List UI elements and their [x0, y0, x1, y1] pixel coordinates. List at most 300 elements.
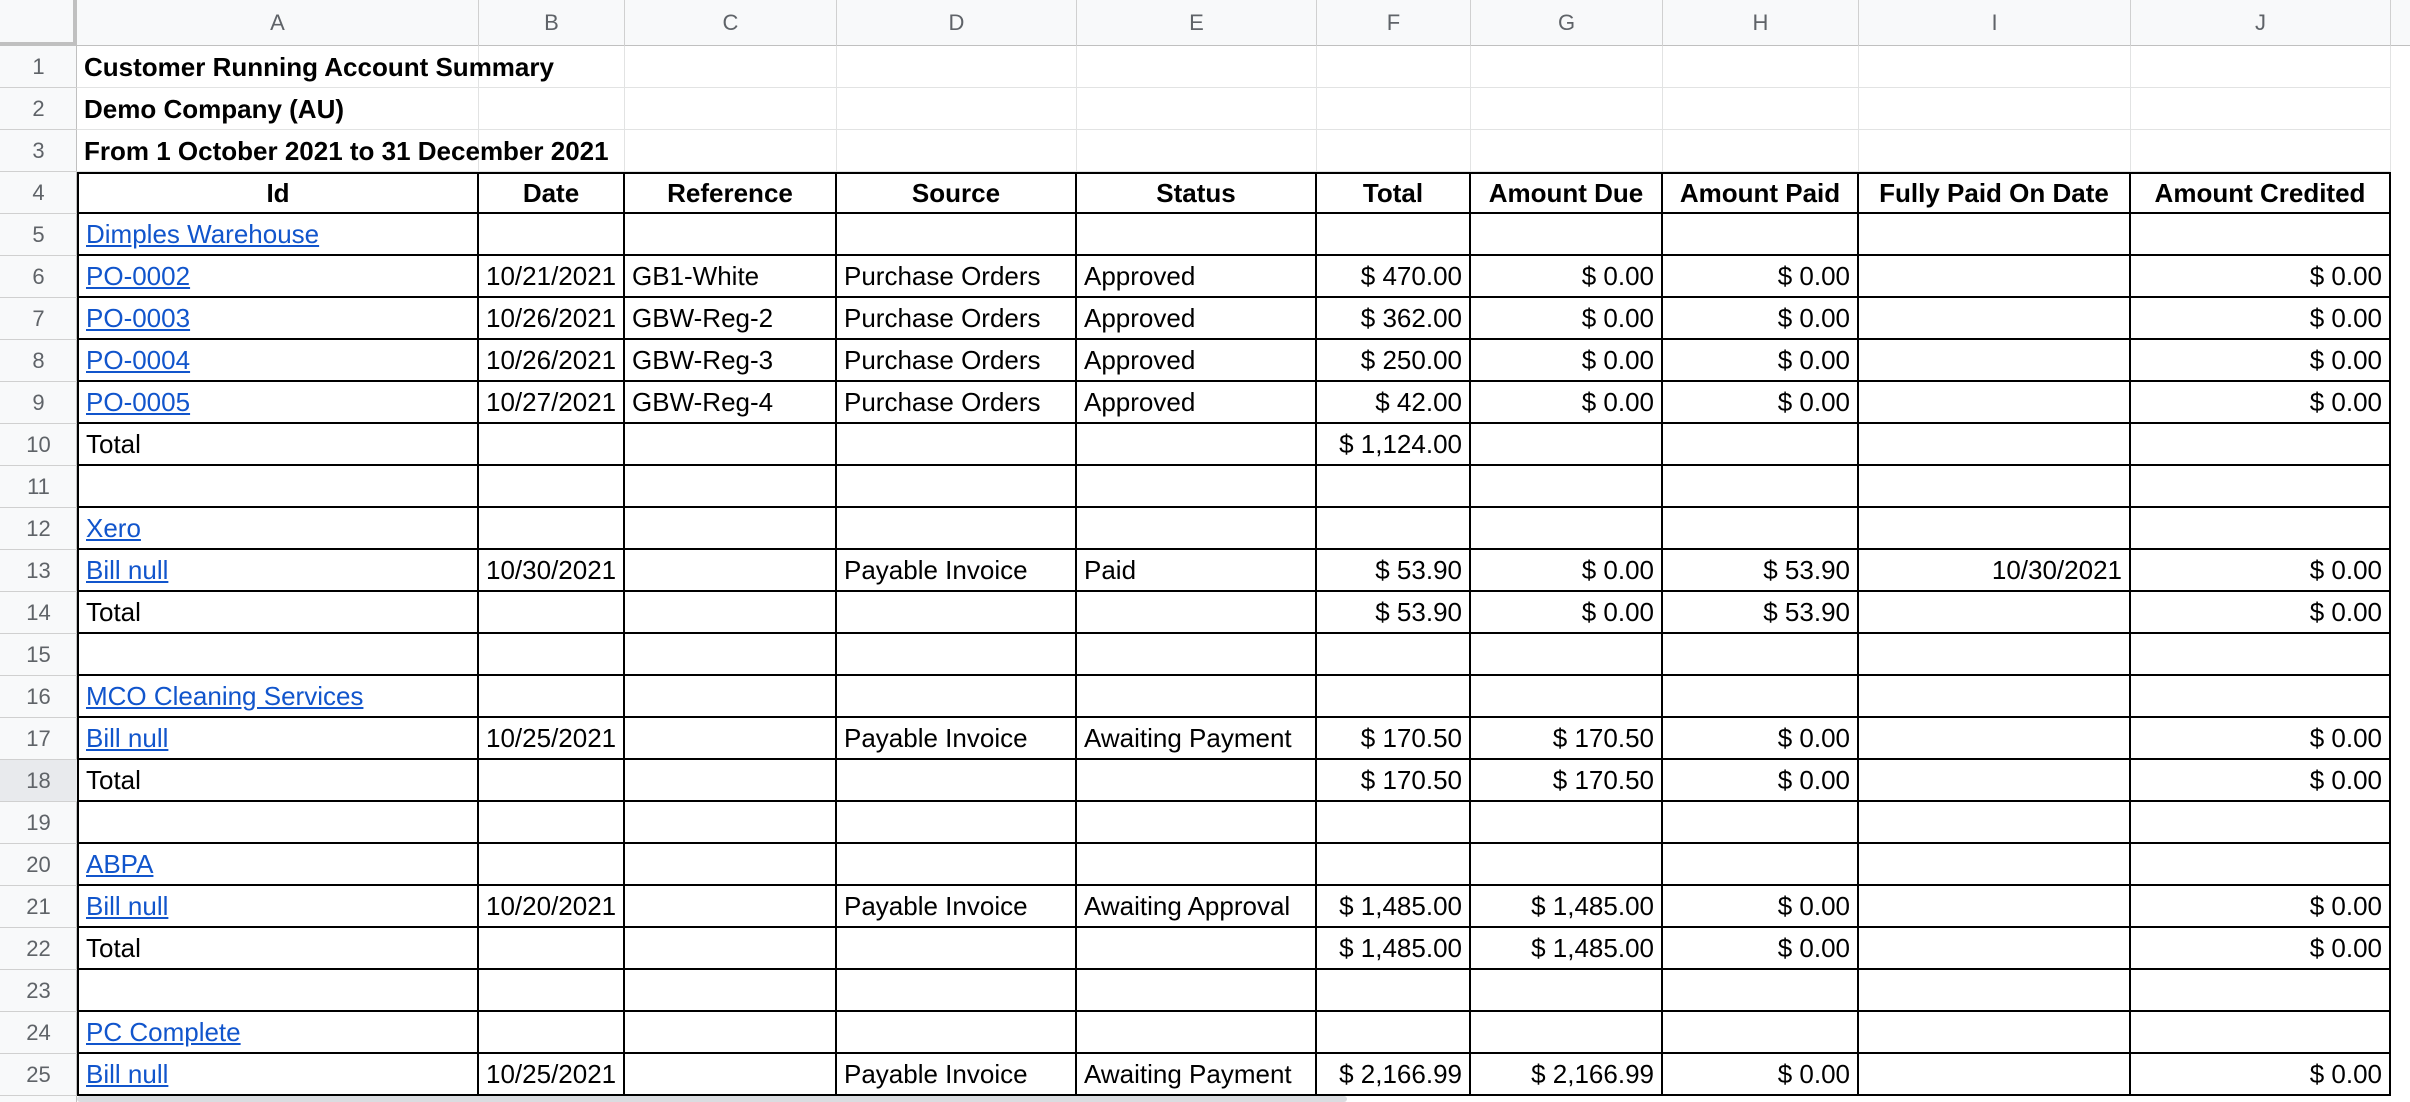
cell-c18[interactable]: [625, 760, 837, 802]
cell-g16[interactable]: [1471, 676, 1663, 718]
cell-e9[interactable]: [1077, 382, 1317, 424]
cell-e20[interactable]: [1077, 844, 1317, 886]
cell-c3[interactable]: [625, 130, 837, 172]
cell-h10[interactable]: [1663, 424, 1859, 466]
cell-b25[interactable]: [479, 1054, 625, 1096]
column-header-c[interactable]: C: [625, 0, 837, 46]
cell-d1[interactable]: [837, 46, 1077, 88]
cell-d5[interactable]: [837, 214, 1077, 256]
cell-link[interactable]: Xero: [86, 513, 141, 543]
cell-f18[interactable]: [1317, 760, 1471, 802]
row-header-9[interactable]: 9: [0, 382, 77, 424]
cell-j14[interactable]: [2131, 592, 2391, 634]
cell-d10[interactable]: [837, 424, 1077, 466]
cell-e12[interactable]: [1077, 508, 1317, 550]
cell-c11[interactable]: [625, 466, 837, 508]
cell-c10[interactable]: [625, 424, 837, 466]
cell-d2[interactable]: [837, 88, 1077, 130]
cell-b6[interactable]: [479, 256, 625, 298]
cell-f14[interactable]: [1317, 592, 1471, 634]
cell-h22[interactable]: [1663, 928, 1859, 970]
cell-f10[interactable]: [1317, 424, 1471, 466]
cell-a20[interactable]: [77, 844, 479, 886]
row-header-4[interactable]: 4: [0, 172, 77, 214]
cell-e19[interactable]: [1077, 802, 1317, 844]
row-header-19[interactable]: 19: [0, 802, 77, 844]
cell-e18[interactable]: [1077, 760, 1317, 802]
cell-j22[interactable]: [2131, 928, 2391, 970]
cell-h3[interactable]: [1663, 130, 1859, 172]
cell-a2[interactable]: [77, 88, 479, 130]
cell-h6[interactable]: [1663, 256, 1859, 298]
cell-d3[interactable]: [837, 130, 1077, 172]
cell-d13[interactable]: [837, 550, 1077, 592]
cell-j2[interactable]: [2131, 88, 2391, 130]
cell-b17[interactable]: [479, 718, 625, 760]
cell-c5[interactable]: [625, 214, 837, 256]
cell-h19[interactable]: [1663, 802, 1859, 844]
cell-a7[interactable]: [77, 298, 479, 340]
row-header-6[interactable]: 6: [0, 256, 77, 298]
cell-b24[interactable]: [479, 1012, 625, 1054]
cell-j23[interactable]: [2131, 970, 2391, 1012]
cell-h2[interactable]: [1663, 88, 1859, 130]
row-header-17[interactable]: 17: [0, 718, 77, 760]
cell-g22[interactable]: [1471, 928, 1663, 970]
cell-e5[interactable]: [1077, 214, 1317, 256]
cell-d18[interactable]: [837, 760, 1077, 802]
cell-text: Payable Invoice: [844, 1059, 1028, 1089]
cell-j7[interactable]: [2131, 298, 2391, 340]
cell-a19[interactable]: [77, 802, 479, 844]
row-header-20[interactable]: 20: [0, 844, 77, 886]
cell-a6[interactable]: [77, 256, 479, 298]
row-header-10[interactable]: 10: [0, 424, 77, 466]
cell-link[interactable]: Bill null: [86, 723, 169, 753]
cell-g24[interactable]: [1471, 1012, 1663, 1054]
cell-i20[interactable]: [1859, 844, 2131, 886]
cell-d24[interactable]: [837, 1012, 1077, 1054]
cell-g17[interactable]: [1471, 718, 1663, 760]
cell-h23[interactable]: [1663, 970, 1859, 1012]
column-header-d[interactable]: D: [837, 0, 1077, 46]
cell-b8[interactable]: [479, 340, 625, 382]
cell-a12[interactable]: [77, 508, 479, 550]
cell-e17[interactable]: [1077, 718, 1317, 760]
cell-j4[interactable]: [2131, 172, 2391, 214]
cell-i13[interactable]: [1859, 550, 2131, 592]
cell-a5[interactable]: [77, 214, 479, 256]
cell-d16[interactable]: [837, 676, 1077, 718]
cell-a24[interactable]: [77, 1012, 479, 1054]
cell-e10[interactable]: [1077, 424, 1317, 466]
cell-link[interactable]: PC Complete: [86, 1017, 241, 1047]
cell-j18[interactable]: [2131, 760, 2391, 802]
cell-h21[interactable]: [1663, 886, 1859, 928]
cell-h18[interactable]: [1663, 760, 1859, 802]
cell-g25[interactable]: [1471, 1054, 1663, 1096]
cell-e15[interactable]: [1077, 634, 1317, 676]
row-header-18[interactable]: 18: [0, 760, 77, 802]
cell-f24[interactable]: [1317, 1012, 1471, 1054]
cell-c16[interactable]: [625, 676, 837, 718]
cell-d14[interactable]: [837, 592, 1077, 634]
cell-f12[interactable]: [1317, 508, 1471, 550]
column-header-g[interactable]: G: [1471, 0, 1663, 46]
cell-g13[interactable]: [1471, 550, 1663, 592]
cell-f19[interactable]: [1317, 802, 1471, 844]
cell-i2[interactable]: [1859, 88, 2131, 130]
cell-link[interactable]: PO-0002: [86, 261, 191, 291]
cell-h12[interactable]: [1663, 508, 1859, 550]
cell-a18[interactable]: [77, 760, 479, 802]
column-header-b[interactable]: B: [479, 0, 625, 46]
cell-j15[interactable]: [2131, 634, 2391, 676]
cell-i18[interactable]: [1859, 760, 2131, 802]
cell-c2[interactable]: [625, 88, 837, 130]
cell-b12[interactable]: [479, 508, 625, 550]
cell-h13[interactable]: [1663, 550, 1859, 592]
cell-h1[interactable]: [1663, 46, 1859, 88]
cell-link[interactable]: ABPA: [86, 849, 154, 879]
cell-e3[interactable]: [1077, 130, 1317, 172]
cell-g18[interactable]: [1471, 760, 1663, 802]
cell-e25[interactable]: [1077, 1054, 1317, 1096]
row-header-23[interactable]: 23: [0, 970, 77, 1012]
cell-j1[interactable]: [2131, 46, 2391, 88]
cell-h20[interactable]: [1663, 844, 1859, 886]
cell-c8[interactable]: [625, 340, 837, 382]
cell-a25[interactable]: [77, 1054, 479, 1096]
cell-h16[interactable]: [1663, 676, 1859, 718]
cell-e7[interactable]: [1077, 298, 1317, 340]
cell-j6[interactable]: [2131, 256, 2391, 298]
cell-f8[interactable]: [1317, 340, 1471, 382]
row-header-13[interactable]: 13: [0, 550, 77, 592]
cell-g14[interactable]: [1471, 592, 1663, 634]
cell-a3[interactable]: [77, 130, 609, 172]
cell-h15[interactable]: [1663, 634, 1859, 676]
cell-e1[interactable]: [1077, 46, 1317, 88]
cell-j25[interactable]: [2131, 1054, 2391, 1096]
cell-link[interactable]: Bill null: [86, 555, 169, 585]
cell-b5[interactable]: [479, 214, 625, 256]
cell-b13[interactable]: [479, 550, 625, 592]
select-all-corner[interactable]: [0, 0, 77, 46]
cell-a10[interactable]: [77, 424, 479, 466]
cell-b20[interactable]: [479, 844, 625, 886]
cell-b23[interactable]: [479, 970, 625, 1012]
cell-i16[interactable]: [1859, 676, 2131, 718]
cell-g9[interactable]: [1471, 382, 1663, 424]
row-header-12[interactable]: 12: [0, 508, 77, 550]
cell-j12[interactable]: [2131, 508, 2391, 550]
cell-a23[interactable]: [77, 970, 479, 1012]
cell-e14[interactable]: [1077, 592, 1317, 634]
cell-j11[interactable]: [2131, 466, 2391, 508]
cell-d17[interactable]: [837, 718, 1077, 760]
cell-text: $ 0.00: [1777, 1059, 1850, 1089]
cell-j16[interactable]: [2131, 676, 2391, 718]
column-header-e[interactable]: E: [1077, 0, 1317, 46]
cell-j21[interactable]: [2131, 886, 2391, 928]
cell-e21[interactable]: [1077, 886, 1317, 928]
cell-h9[interactable]: [1663, 382, 1859, 424]
cell-e13[interactable]: [1077, 550, 1317, 592]
cell-d19[interactable]: [837, 802, 1077, 844]
cell-j9[interactable]: [2131, 382, 2391, 424]
cell-e24[interactable]: [1077, 1012, 1317, 1054]
cell-b4[interactable]: [479, 172, 625, 214]
cell-b10[interactable]: [479, 424, 625, 466]
cell-i4[interactable]: [1859, 172, 2131, 214]
row-header-11[interactable]: 11: [0, 466, 77, 508]
cell-d12[interactable]: [837, 508, 1077, 550]
cell-i9[interactable]: [1859, 382, 2131, 424]
cell-g5[interactable]: [1471, 214, 1663, 256]
cell-g3[interactable]: [1471, 130, 1663, 172]
cell-d9[interactable]: [837, 382, 1077, 424]
cell-d15[interactable]: [837, 634, 1077, 676]
cell-i24[interactable]: [1859, 1012, 2131, 1054]
cell-c12[interactable]: [625, 508, 837, 550]
column-header-a[interactable]: A: [77, 0, 479, 46]
row-header-16[interactable]: 16: [0, 676, 77, 718]
cell-e2[interactable]: [1077, 88, 1317, 130]
cell-i10[interactable]: [1859, 424, 2131, 466]
cell-c9[interactable]: [625, 382, 837, 424]
cell-c4[interactable]: [625, 172, 837, 214]
cell-j13[interactable]: [2131, 550, 2391, 592]
cell-a14[interactable]: [77, 592, 479, 634]
cell-h11[interactable]: [1663, 466, 1859, 508]
row-header-22[interactable]: 22: [0, 928, 77, 970]
cell-d6[interactable]: [837, 256, 1077, 298]
cell-e4[interactable]: [1077, 172, 1317, 214]
cell-c25[interactable]: [625, 1054, 837, 1096]
cell-f23[interactable]: [1317, 970, 1471, 1012]
cell-d4[interactable]: [837, 172, 1077, 214]
column-header-h[interactable]: H: [1663, 0, 1859, 46]
cell-j10[interactable]: [2131, 424, 2391, 466]
cell-c17[interactable]: [625, 718, 837, 760]
row-header-5[interactable]: 5: [0, 214, 77, 256]
cell-c6[interactable]: [625, 256, 837, 298]
cell-e8[interactable]: [1077, 340, 1317, 382]
cell-c23[interactable]: [625, 970, 837, 1012]
row-header-2[interactable]: 2: [0, 88, 77, 130]
cell-c14[interactable]: [625, 592, 837, 634]
cell-a22[interactable]: [77, 928, 479, 970]
cell-link[interactable]: PO-0003: [86, 303, 191, 333]
cell-a1[interactable]: [77, 46, 554, 88]
cell-g19[interactable]: [1471, 802, 1663, 844]
cell-i11[interactable]: [1859, 466, 2131, 508]
cell-g12[interactable]: [1471, 508, 1663, 550]
cell-b11[interactable]: [479, 466, 625, 508]
cell-c24[interactable]: [625, 1012, 837, 1054]
cell-e23[interactable]: [1077, 970, 1317, 1012]
cell-a21[interactable]: [77, 886, 479, 928]
cell-f15[interactable]: [1317, 634, 1471, 676]
cell-i12[interactable]: [1859, 508, 2131, 550]
row-header-7[interactable]: 7: [0, 298, 77, 340]
cell-b15[interactable]: [479, 634, 625, 676]
cell-g21[interactable]: [1471, 886, 1663, 928]
cell-i7[interactable]: [1859, 298, 2131, 340]
cell-f5[interactable]: [1317, 214, 1471, 256]
cell-g8[interactable]: [1471, 340, 1663, 382]
cell-e11[interactable]: [1077, 466, 1317, 508]
cell-i19[interactable]: [1859, 802, 2131, 844]
cell-f6[interactable]: [1317, 256, 1471, 298]
cell-a8[interactable]: [77, 340, 479, 382]
cell-j24[interactable]: [2131, 1012, 2391, 1054]
cell-g15[interactable]: [1471, 634, 1663, 676]
cell-b16[interactable]: [479, 676, 625, 718]
cell-j8[interactable]: [2131, 340, 2391, 382]
cell-d20[interactable]: [837, 844, 1077, 886]
cell-g2[interactable]: [1471, 88, 1663, 130]
cell-f2[interactable]: [1317, 88, 1471, 130]
cell-g6[interactable]: [1471, 256, 1663, 298]
cell-f16[interactable]: [1317, 676, 1471, 718]
cell-f13[interactable]: [1317, 550, 1471, 592]
cell-d22[interactable]: [837, 928, 1077, 970]
cell-d21[interactable]: [837, 886, 1077, 928]
cell-b9[interactable]: [479, 382, 625, 424]
cell-b2[interactable]: [479, 88, 625, 130]
cell-a16[interactable]: [77, 676, 479, 718]
cell-f4[interactable]: [1317, 172, 1471, 214]
cell-link[interactable]: Bill null: [86, 1059, 169, 1089]
cell-a15[interactable]: [77, 634, 479, 676]
cell-i5[interactable]: [1859, 214, 2131, 256]
cell-j5[interactable]: [2131, 214, 2391, 256]
row-header-8[interactable]: 8: [0, 340, 77, 382]
cell-i6[interactable]: [1859, 256, 2131, 298]
column-header-i[interactable]: I: [1859, 0, 2131, 46]
cell-h25[interactable]: [1663, 1054, 1859, 1096]
cell-b14[interactable]: [479, 592, 625, 634]
cell-link[interactable]: Bill null: [86, 891, 169, 921]
cell-i25[interactable]: [1859, 1054, 2131, 1096]
cell-link[interactable]: PO-0004: [86, 345, 191, 375]
cell-j20[interactable]: [2131, 844, 2391, 886]
cell-b19[interactable]: [479, 802, 625, 844]
cell-link[interactable]: MCO Cleaning Services: [86, 681, 364, 711]
cell-f1[interactable]: [1317, 46, 1471, 88]
cell-h24[interactable]: [1663, 1012, 1859, 1054]
cell-h7[interactable]: [1663, 298, 1859, 340]
cell-e22[interactable]: [1077, 928, 1317, 970]
cell-a13[interactable]: [77, 550, 479, 592]
cell-h4[interactable]: [1663, 172, 1859, 214]
cell-f25[interactable]: [1317, 1054, 1471, 1096]
cell-c7[interactable]: [625, 298, 837, 340]
cell-f7[interactable]: [1317, 298, 1471, 340]
cell-g10[interactable]: [1471, 424, 1663, 466]
cell-a9[interactable]: [77, 382, 479, 424]
cell-i23[interactable]: [1859, 970, 2131, 1012]
cell-h14[interactable]: [1663, 592, 1859, 634]
cell-g11[interactable]: [1471, 466, 1663, 508]
cell-g20[interactable]: [1471, 844, 1663, 886]
cell-g4[interactable]: [1471, 172, 1663, 214]
row-header-25[interactable]: 25: [0, 1054, 77, 1096]
cell-j3[interactable]: [2131, 130, 2391, 172]
cell-f11[interactable]: [1317, 466, 1471, 508]
cell-j19[interactable]: [2131, 802, 2391, 844]
cell-h8[interactable]: [1663, 340, 1859, 382]
cell-g1[interactable]: [1471, 46, 1663, 88]
cell-h5[interactable]: [1663, 214, 1859, 256]
cell-link[interactable]: Dimples Warehouse: [86, 219, 320, 249]
cell-c21[interactable]: [625, 886, 837, 928]
cell-d23[interactable]: [837, 970, 1077, 1012]
cell-g23[interactable]: [1471, 970, 1663, 1012]
cell-c19[interactable]: [625, 802, 837, 844]
cell-link[interactable]: PO-0005: [86, 387, 191, 417]
cell-i17[interactable]: [1859, 718, 2131, 760]
cell-c22[interactable]: [625, 928, 837, 970]
cell-e16[interactable]: [1077, 676, 1317, 718]
cell-f9[interactable]: [1317, 382, 1471, 424]
cell-f21[interactable]: [1317, 886, 1471, 928]
row-header-1[interactable]: 1: [0, 46, 77, 88]
cell-a4[interactable]: [77, 172, 479, 214]
cell-b18[interactable]: [479, 760, 625, 802]
cell-f22[interactable]: [1317, 928, 1471, 970]
cell-b7[interactable]: [479, 298, 625, 340]
cell-d25[interactable]: [837, 1054, 1077, 1096]
cell-i3[interactable]: [1859, 130, 2131, 172]
horizontal-scrollbar[interactable]: [77, 1096, 1347, 1102]
row-header-14[interactable]: 14: [0, 592, 77, 634]
row-header-3[interactable]: 3: [0, 130, 77, 172]
cell-b21[interactable]: [479, 886, 625, 928]
cell-d8[interactable]: [837, 340, 1077, 382]
cell-d11[interactable]: [837, 466, 1077, 508]
cell-i15[interactable]: [1859, 634, 2131, 676]
column-header-j[interactable]: J: [2131, 0, 2391, 46]
cell-d7[interactable]: [837, 298, 1077, 340]
cell-g7[interactable]: [1471, 298, 1663, 340]
cell-j17[interactable]: [2131, 718, 2391, 760]
cell-c1[interactable]: [625, 46, 837, 88]
cell-h17[interactable]: [1663, 718, 1859, 760]
column-header-f[interactable]: F: [1317, 0, 1471, 46]
cell-a11[interactable]: [77, 466, 479, 508]
cell-e6[interactable]: [1077, 256, 1317, 298]
cell-i14[interactable]: [1859, 592, 2131, 634]
cell-f17[interactable]: [1317, 718, 1471, 760]
cell-i8[interactable]: [1859, 340, 2131, 382]
row-header-24[interactable]: 24: [0, 1012, 77, 1054]
cell-a17[interactable]: [77, 718, 479, 760]
cell-c20[interactable]: [625, 844, 837, 886]
cell-c15[interactable]: [625, 634, 837, 676]
cell-f3[interactable]: [1317, 130, 1471, 172]
cell-c13[interactable]: [625, 550, 837, 592]
row-header-15[interactable]: 15: [0, 634, 77, 676]
cell-i21[interactable]: [1859, 886, 2131, 928]
row-header-21[interactable]: 21: [0, 886, 77, 928]
cell-f20[interactable]: [1317, 844, 1471, 886]
cell-i1[interactable]: [1859, 46, 2131, 88]
cell-b22[interactable]: [479, 928, 625, 970]
cell-i22[interactable]: [1859, 928, 2131, 970]
